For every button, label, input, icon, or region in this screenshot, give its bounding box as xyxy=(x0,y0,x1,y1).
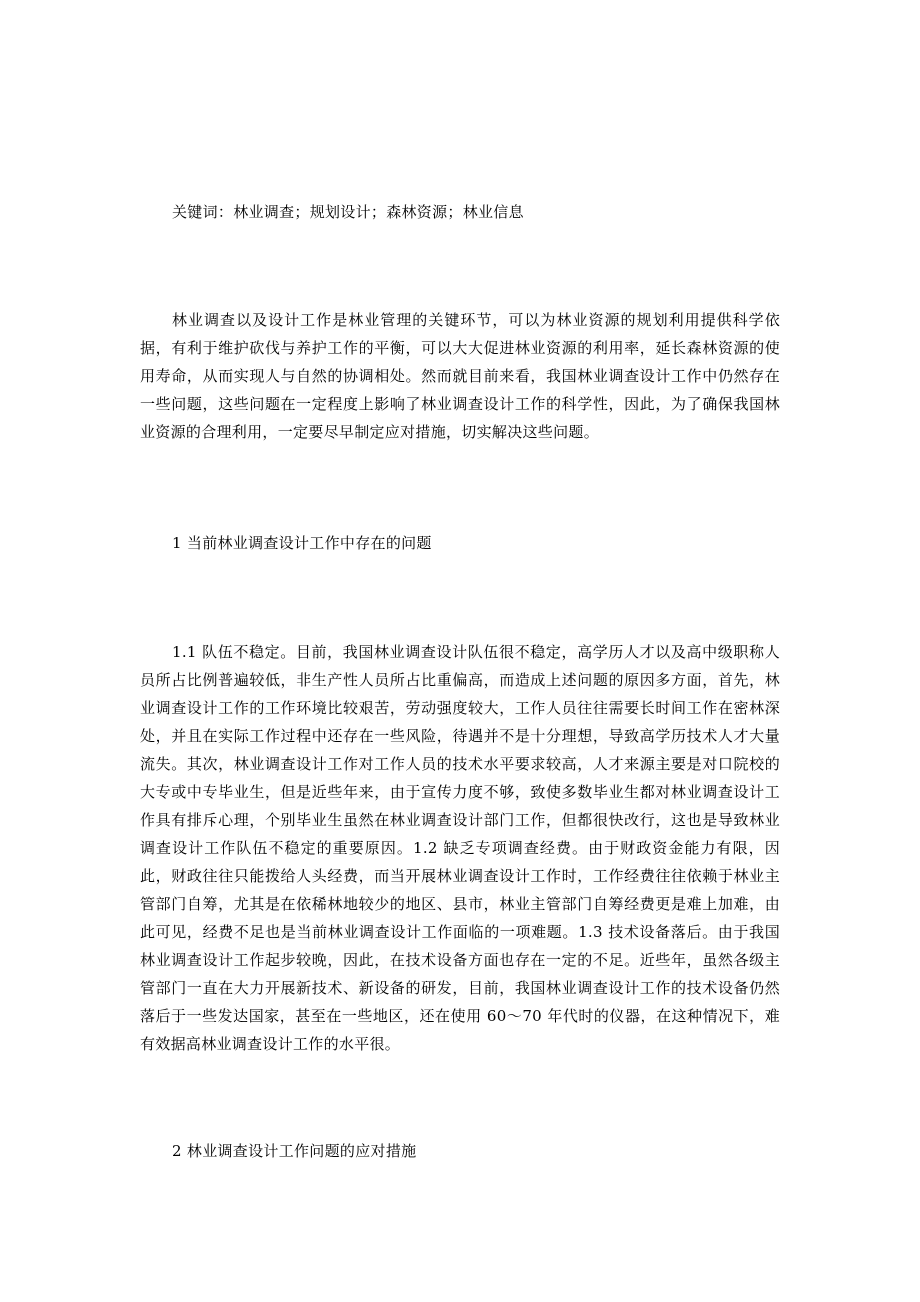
intro-paragraph: 林业调查以及设计工作是林业管理的关键环节，可以为林业资源的规划利用提供科学依据，有利于维护砍伐与养护工作的平衡，可以大大促进林业资源的利用率，延长森林资源的使用寿命，从而实现人与自然的协调相处。然而就目前来看，我国林业调查设计工作中仍然存在一些问题，这些问题在一定程度上影响了林业调查设计工作的科学性，因此，为了确保我国林业资源的合理利用，一定要尽早制定应对措施，切实解决这些问题。 xyxy=(140,311,780,441)
section-2-heading: 2 林业调查设计工作问题的应对措施 xyxy=(172,1142,417,1160)
section-1-paragraph: 1.1 队伍不稳定。目前，我国林业调查设计队伍很不稳定，高学历人才以及高中级职称人员所占比例普遍较低，非生产性人员所占比重偏高，而造成上述问题的原因多方面，首先，林业调查设计工作的工作环境比较艰苦，劳动强度较大，工作人员往往需要长时间工作在密林深处，并且在实际工作过程中还存在一些风险，待遇并不是十分理想，导致高学历技术人才大量流失。其次，林业调查设计工作对工作人员的技术水平要求较高，人才来源主要是对口院校的大专或中专毕业生，但是近些年来，由于宣传力度不够，致使多数毕业生都对林业调查设计工作具有排斥心理，个别毕业生虽然在林业调查设计部门工作，但都很快改行，这也是导致林业调查设计工作队伍不稳定的重要原因。1.2 缺乏专项调查经费。由于财政资金能力有限，因此，财政往往只能拨给人头经费，而当开展林业调查设计工作时，工作经费往往依赖于林业主管部门自筹，尤其是在依稀林地较少的地区、县市，林业主管部门自筹经费更是难上加难，由此可见，经费不足也是当前林业调查设计工作面临的一项难题。1.3 技术设备落后。由于我国林业调查设计工作起步较晚，因此，在技术设备方面也存在一定的不足。近些年，虽然各级主管部门一直在大力开展新技术、新设备的研发，目前，我国林业调查设计工作的技术设备仍然落后于一些发达国家，甚至在一些地区，还在使用 60～70 年代时的仪器，在这种情况下，难有效据高林业调查设计工作的水平很。 xyxy=(140,643,780,1053)
keywords-line: 关键词：林业调查；规划设计；森林资源；林业信息 xyxy=(172,203,524,221)
section-1-heading: 1 当前林业调查设计工作中存在的问题 xyxy=(172,534,432,552)
